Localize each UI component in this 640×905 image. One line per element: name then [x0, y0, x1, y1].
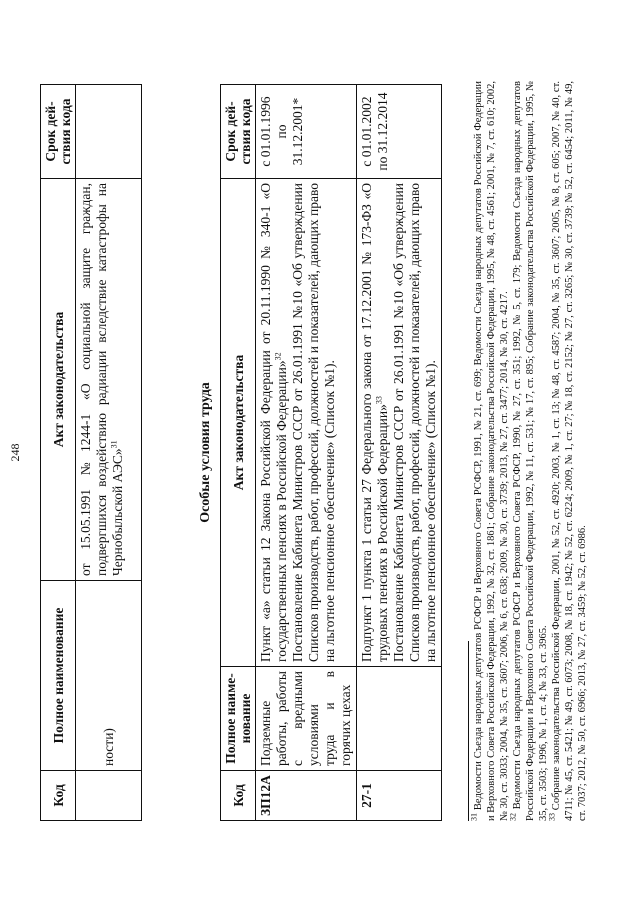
table2-header-name: Полное наиме-нование [221, 667, 256, 771]
table2-row1-term [256, 85, 357, 179]
table-row [256, 85, 357, 821]
table-row [76, 85, 142, 821]
footnote-number-31: 31 [469, 813, 479, 821]
table2-row1-act [256, 179, 357, 667]
table2-header-row [221, 85, 256, 821]
table1-header-code: Код [41, 771, 76, 821]
table2-header-code: Код [221, 771, 256, 821]
table2-row2-term-to: по 31.12.2014 [375, 92, 390, 171]
table2-row1-act1-text: Пункт «а» статьи 12 Закона Российской Федерации от 20.11.1990 № 340-1 «О государственных пенсиях в Российской Федерации» [258, 183, 289, 662]
table2-row1-term-to: 31.12.2001* [290, 97, 305, 166]
table2-row1-act1 [258, 183, 290, 662]
table2-row1-act2: Постановление Кабинета Министров СССР от 26.01.1991 №10 «Об утверждении Списков производств, работ, профессий, должностей и показателей, дающих право на льготное пенсионное обеспечение» (Список №1). [290, 183, 337, 662]
table2-row1-code: ЗП12А [256, 771, 357, 821]
table1-header-term: Срок дей-ствия кода [41, 85, 76, 179]
footnote-text-31: Ведомости Съезда народных депутатов РСФСР и Верховного Совета РСФСР, 1991, № 21, ст. 699; Ведомости Съезда народных депутатов Российской Федерации и Верховного Совета Российской Федерации, 1992, № 32, ст. 1861; Собрание законодательства Российской Федерации, 1995, № 48, ст. 4561; 2001, № 7, ст. 610; 2002, № 30, ст. 3033; 2004, № 35, ст. 3607; 2006, № 6, ст. 638; 2009, № 30, ст. 3739; 2013, № 27, ст. 3477; 2014, № 30, ст. 4217. [473, 81, 510, 821]
table2-row2-term [357, 85, 442, 179]
table2-row1-term-mid: по [274, 124, 289, 139]
table2-header-act: Акт законодательства [221, 179, 256, 667]
table2-row1-term-from: с 01.01.1996 [258, 96, 273, 167]
table1-cell-term [76, 85, 142, 179]
table2-row2-act1-text: Подпункт 1 пункта 1 статьи 27 Федерального закона от 17.12.2001 № 173-ФЗ «О трудовых пенсиях в Российской Федерации» [359, 183, 390, 662]
footnotes [469, 80, 589, 821]
page-number: 248 [8, 443, 22, 462]
table2-row2-act2: Постановление Кабинета Министров СССР от 26.01.1991 №10 «Об утверждении Списков производств, работ, профессий, должностей и показателей, дающих право на льготное пенсионное обеспечение» (Список №1). [391, 183, 438, 662]
table2-row1-name: Подземные работы, работы с вредными условиями труда и в горячих цехах [256, 667, 357, 771]
table2-row2-term-from: с 01.01.2002 [359, 96, 374, 167]
table-radiation-protection [40, 84, 142, 821]
table2-row2-act1 [359, 183, 391, 662]
section-title: Особые условия труда [198, 382, 213, 523]
table-special-work-conditions [220, 84, 442, 821]
table1-act-text: от 15.05.1991 №1244-1 «О социальной защите граждан, подвергшихся воздействию радиации вследствие катастрофы на Чернобыльской АЭС» [78, 183, 125, 576]
table1-cell-name: ности) [76, 581, 142, 771]
footnote-32 [508, 81, 550, 821]
footnote-number-32: 32 [508, 813, 518, 821]
footnote-text-32: Ведомости Съезда народных депутатов РСФСР и Верховного Совета РСФСР, 1990, № 27, ст. 351; 1992, № 5, ст. 179; Ведомости Съезда народных депутатов Российской Федерации и Верховного Совета Российской Федерации, 1992, № 11, ст. 531; № 17, ст. 895; Собрание законодательства Российской Федерации, 1995, № 35, ст. 3503; 1996, № 1, ст. 4; № 33, ст. 3965. [512, 81, 549, 821]
table2-row2-name [357, 667, 442, 771]
table2-row2-act [357, 179, 442, 667]
footnote-ref-32: 32 [273, 352, 283, 361]
table2-header-term: Срок дей-ствия кода [221, 85, 256, 179]
table2-row2-code: 27-1 [357, 771, 442, 821]
table1-cell-act [76, 179, 142, 581]
table1-header-row [41, 85, 76, 821]
footnote-text-33: Собрание законодательства Российской Федерации, 2001, № 52, ст. 4920; 2003, № 1, ст. 13; № 48, ст. 4587; 2004, № 35, ст. 3607; 2005, № 8, ст. 605; 2007, № 40, ст. 4711; № 45, ст. 5421; № 49, ст. 6073; 2008, № 18, ст. 1942; № 52, ст. 6224; 2009, № 1, ст. 27; № 18, ст. 2152; № 27, ст. 3265; № 30, ст. 3739; № 52, ст. 6454; 2011, № 49, ст. 7037; 2012, № 50, ст. 6966; 2013, № 27, ст. 3459; № 52, ст. 6986. [551, 80, 588, 821]
footnote-separator [468, 641, 469, 821]
table1-header-name: Полное наименование [41, 581, 76, 771]
table-row [357, 85, 442, 821]
footnote-number-33: 33 [547, 813, 557, 821]
footnote-31 [469, 81, 511, 821]
table1-cell-code [76, 771, 142, 821]
footnote-33 [547, 80, 589, 821]
table1-header-act: Акт законодательства [41, 179, 76, 581]
footnote-ref-31: 31 [109, 440, 119, 449]
footnote-ref-33: 33 [374, 396, 384, 405]
